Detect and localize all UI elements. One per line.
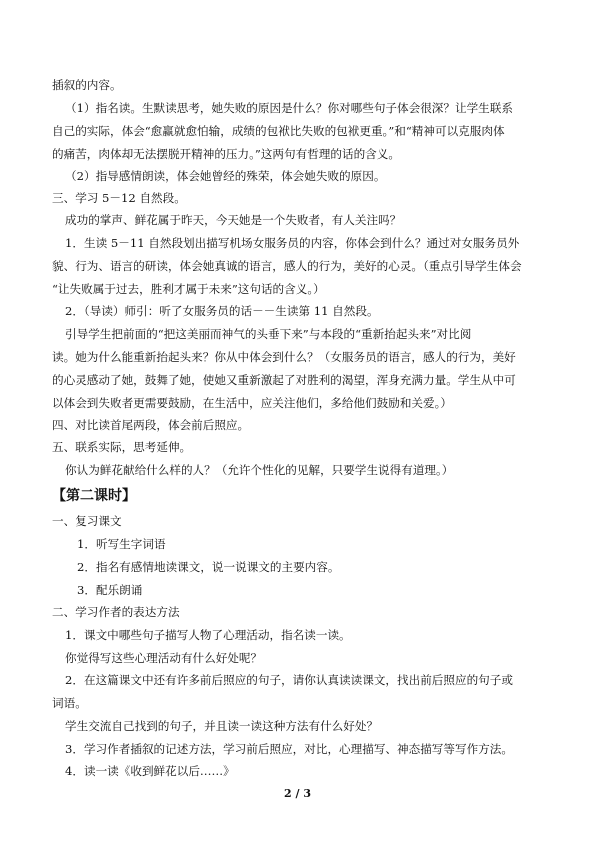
text-line: 二、学习作者的表达方法	[52, 605, 180, 619]
text-line: 插叙的内容。	[52, 78, 122, 92]
text-line: 词语。	[52, 696, 87, 710]
text-line: 三、学习 5－12 自然段。	[52, 191, 186, 205]
text-line: 你觉得写这些心理活动有什么好处呢？	[65, 651, 263, 665]
text-line: （1）指名读。生默读思考，她失败的原因是什么？你对哪些句子体会很深？让学生联系	[65, 101, 513, 115]
text-line: 3．配乐朗诵	[77, 583, 143, 597]
page-number: 2 / 3	[284, 787, 311, 800]
text-line: 的心灵感动了她，鼓舞了她，使她又重新激起了对胜利的渴望，浑身充满力量。学生从中可	[52, 373, 516, 387]
text-line: 4．读一读《收到鲜花以后……》	[65, 764, 235, 778]
text-line: 读。她为什么能重新抬起头来？你从中体会到什么？（女服务员的语言，感人的行为，美好	[52, 350, 516, 364]
text-line: 1．生读 5－11 自然段划出描写机场女服务员的内容，你体会到什么？通过对女服务员外	[65, 236, 520, 250]
text-line: 自己的实际，体会“愈赢就愈怕输，成绩的包袱比失败的包袱更重。”和“精神可以克服肉体	[52, 124, 505, 138]
text-line: 学生交流自己找到的句子，并且读一读这种方法有什么好处？	[65, 719, 379, 733]
text-line: （2）指导感情朗读，体会她曾经的殊荣，体会她失败的原因。	[65, 169, 386, 183]
text-line: 五、联系实际，思考延伸。	[52, 440, 192, 454]
text-line: 1．课文中哪些句子描写人物了心理活动，指名读一读。	[65, 628, 351, 642]
text-line: 2．指名有感情地读课文，说一说课文的主要内容。	[77, 560, 340, 574]
section-heading: 【第二课时】	[52, 488, 136, 504]
text-line: 1．听写生字词语	[77, 537, 166, 551]
text-line: 2．（导读）师引：听了女服务员的话－－生读第 11 自然段。	[65, 304, 379, 318]
text-line: 以体会到失败者更需要鼓励，在生活中，应关注他们，多给他们鼓励和关爱。）	[52, 396, 452, 410]
text-line: “让失败属于过去，胜利才属于未来”这句话的含义。）	[52, 282, 325, 296]
text-line: 貌、行为、语言的研读，体会她真诚的语言，感人的行为，美好的心灵。（重点引导学生体会	[52, 259, 522, 273]
text-line: 引导学生把前面的“把这美丽而神气的头垂下来”与本段的“重新抬起头来”对比阅	[65, 327, 472, 341]
text-line: 四、对比读首尾两段，体会前后照应。	[52, 418, 250, 432]
text-line: 一、复习课文	[52, 514, 122, 528]
text-line: 成功的掌声、鲜花属于昨天，今天她是一个失败者，有人关注吗？	[65, 213, 402, 227]
text-line: 的痛苦，肉体却无法摆脱开精神的压力。”这两句有哲理的话的含义。	[52, 147, 400, 161]
text-line: 2．在这篇课文中还有许多前后照应的句子，请你认真读读课文，找出前后照应的句子或	[65, 673, 513, 687]
text-line: 你认为鲜花献给什么样的人？（允许个性化的见解，只要学生说得有道理。）	[65, 463, 454, 477]
text-line: 3．学习作者插叙的记述方法，学习前后照应，对比，心理描写、神态描写等写作方法。	[65, 742, 513, 756]
